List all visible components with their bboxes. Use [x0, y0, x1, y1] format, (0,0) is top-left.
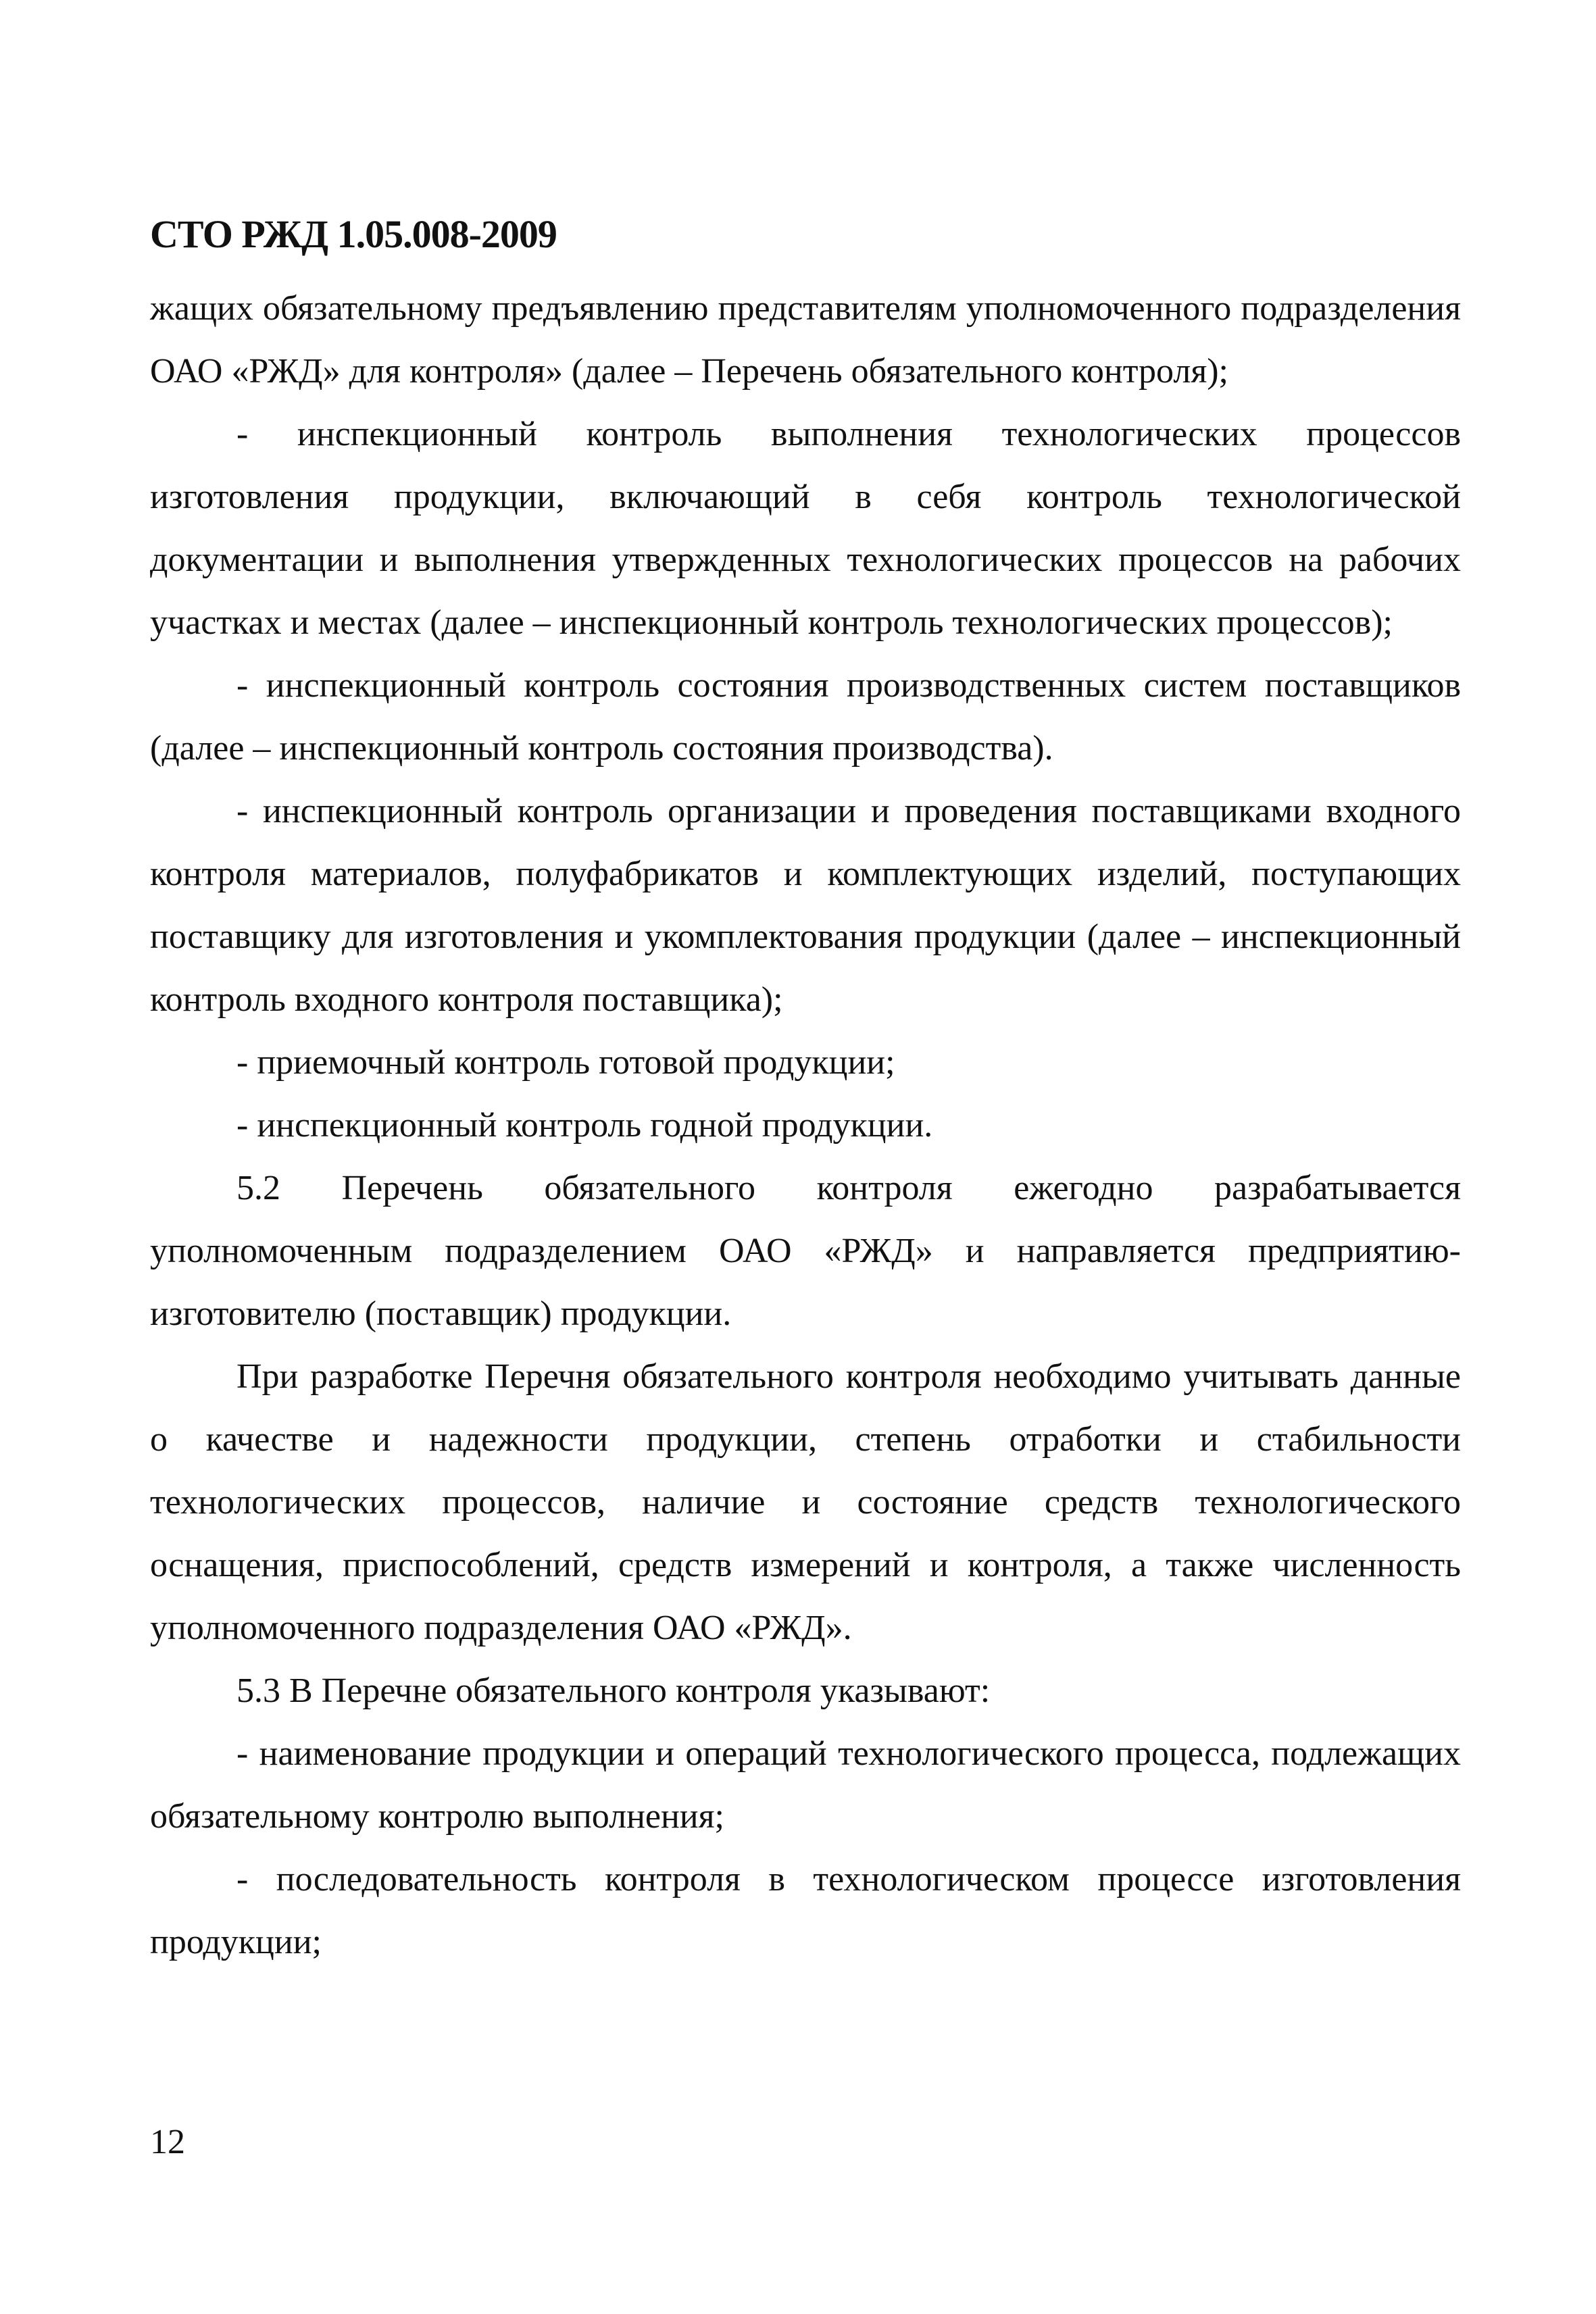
- paragraph-section-5-3: 5.3 В Перечне обязательного контроля указывают:: [236, 1671, 991, 1710]
- paragraph: При разработке Перечня обязательного контроля необходимо учитывать данные о качестве и надежности продукции, степень отработки и стабильности технологических процессов, наличие и состояние средств технологического оснащения, приспособлений, средств измерений и контроля, а также численность уполномоченного подразделения ОАО «РЖД».: [150, 1357, 1461, 1647]
- document-body: [150, 277, 1461, 1973]
- paragraph-list-item: - последовательность контроля в технологическом процессе изготовления продукции;: [150, 1860, 1461, 1961]
- paragraph-continuation: жащих обязательному предъявлению представителям уполномоченного подразделения ОАО «РЖД» для контроля» (далее – Перечень обязательного контроля);: [150, 289, 1461, 391]
- paragraph-list-item: - наименование продукции и операций технологического процесса, подлежащих обязательному контролю выполнения;: [150, 1734, 1461, 1836]
- paragraph-list-item: - инспекционный контроль состояния производственных систем поставщиков (далее – инспекционный контроль состояния производства).: [150, 666, 1461, 768]
- paragraph-list-item: - инспекционный контроль годной продукции.: [236, 1106, 933, 1145]
- paragraph-list-item: - приемочный контроль готовой продукции;: [236, 1043, 895, 1082]
- page-number: 12: [150, 2123, 185, 2161]
- paragraph-section-5-2: 5.2 Перечень обязательного контроля ежегодно разрабатывается уполномоченным подразделением ОАО «РЖД» и направляется предприятию-изготовителю (поставщик) продукции.: [150, 1169, 1461, 1333]
- paragraph-list-item: - инспекционный контроль организации и проведения поставщиками входного контроля материалов, полуфабрикатов и комплектующих изделий, поступающих поставщику для изготовления и укомплектования продукции (далее – инспекционный контроль входного контроля поставщика);: [150, 792, 1461, 1019]
- paragraph-list-item: - инспекционный контроль выполнения технологических процессов изготовления продукции, включающий в себя контроль технологической документации и выполнения утвержденных технологических процессов на рабочих участках и местах (далее – инспекционный контроль технологических процессов);: [150, 415, 1461, 642]
- document-header: СТО РЖД 1.05.008-2009: [150, 212, 557, 256]
